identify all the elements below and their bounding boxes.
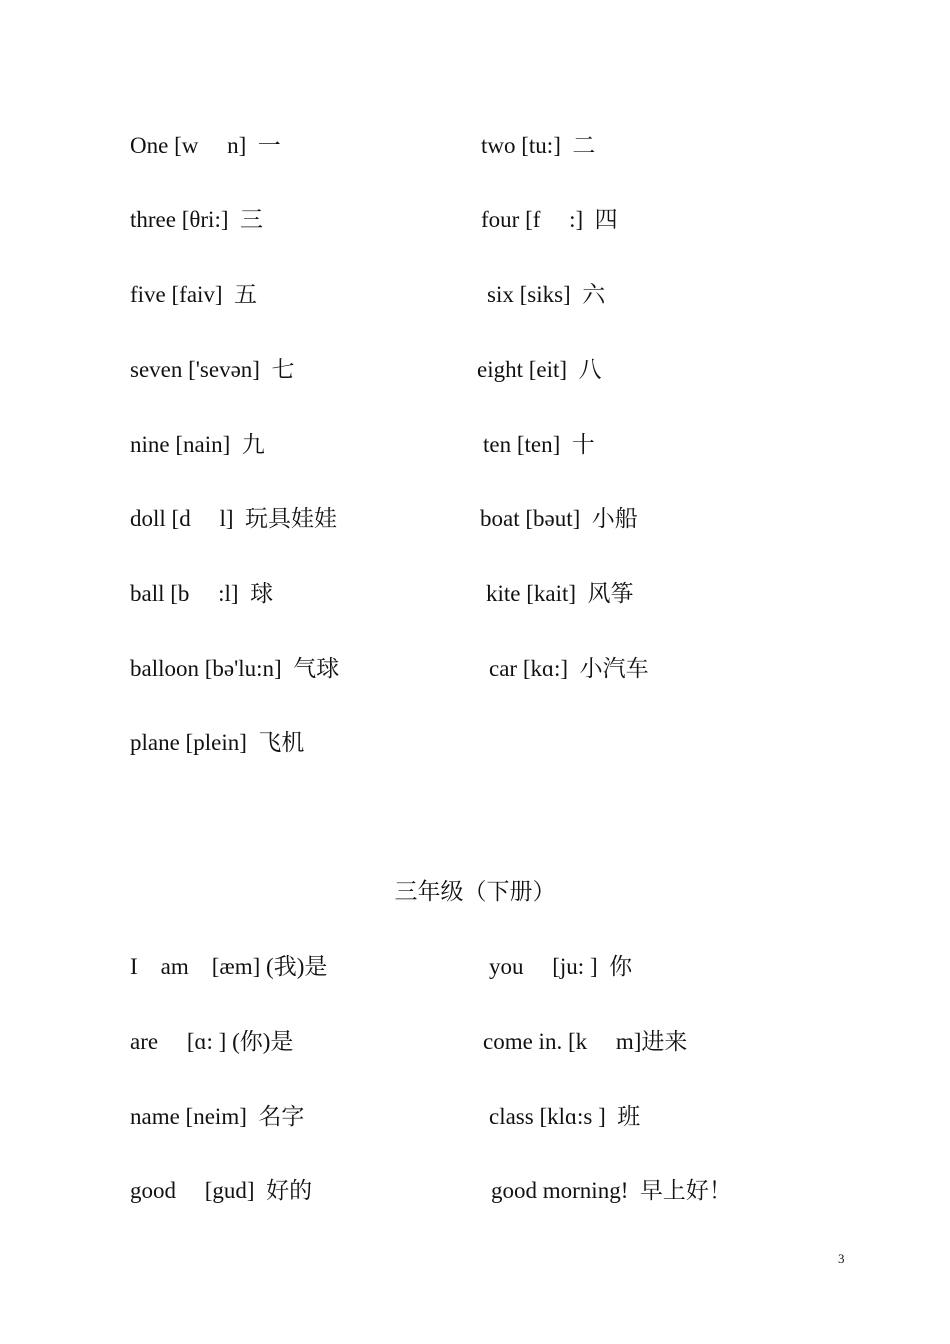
vocab-entry-good: good [gud] 好的 <box>130 1178 313 1203</box>
vocab-entry-seven: seven ['sevən] 七 <box>130 357 295 382</box>
page-number: 3 <box>838 1251 845 1266</box>
vocab-entry-three: three [θri:] 三 <box>130 207 263 232</box>
vocab-entry-good-morning: good morning! 早上好！ <box>491 1178 732 1203</box>
vocab-entry-ball: ball [b :l] 球 <box>130 581 274 606</box>
vocab-entry-six: six [siks] 六 <box>487 282 606 307</box>
vocab-entry-come-in: come in. [k m]进来 <box>483 1029 688 1054</box>
vocab-entry-plane: plane [plein] 飞机 <box>130 730 305 755</box>
vocab-entry-one: One [w n] 一 <box>130 133 281 158</box>
vocab-entry-boat: boat [bəut] 小船 <box>480 506 638 531</box>
vocab-entry-class: class [klɑ:s ] 班 <box>489 1104 641 1129</box>
vocab-entry-ten: ten [ten] 十 <box>483 432 595 457</box>
section-heading-grade3-vol2: 三年级（下册） <box>394 879 556 904</box>
vocab-entry-you: you [ju: ] 你 <box>489 954 633 979</box>
vocab-entry-balloon: balloon [bə'lu:n] 气球 <box>130 656 340 681</box>
vocab-entry-four: four [f :] 四 <box>481 207 618 232</box>
vocab-entry-i-am: I am [æm] (我)是 <box>130 954 328 979</box>
vocab-entry-name: name [neim] 名字 <box>130 1104 305 1129</box>
vocab-entry-are: are [ɑ: ] (你)是 <box>130 1029 294 1054</box>
vocab-entry-five: five [faiv] 五 <box>130 282 258 307</box>
vocab-entry-kite: kite [kait] 风筝 <box>486 581 634 606</box>
vocab-entry-eight: eight [eit] 八 <box>477 357 602 382</box>
vocab-entry-nine: nine [nain] 九 <box>130 432 265 457</box>
vocab-entry-doll: doll [d l] 玩具娃娃 <box>130 506 337 531</box>
vocab-entry-two: two [tu:] 二 <box>481 133 596 158</box>
vocab-entry-car: car [kɑ:] 小汽车 <box>489 656 649 681</box>
